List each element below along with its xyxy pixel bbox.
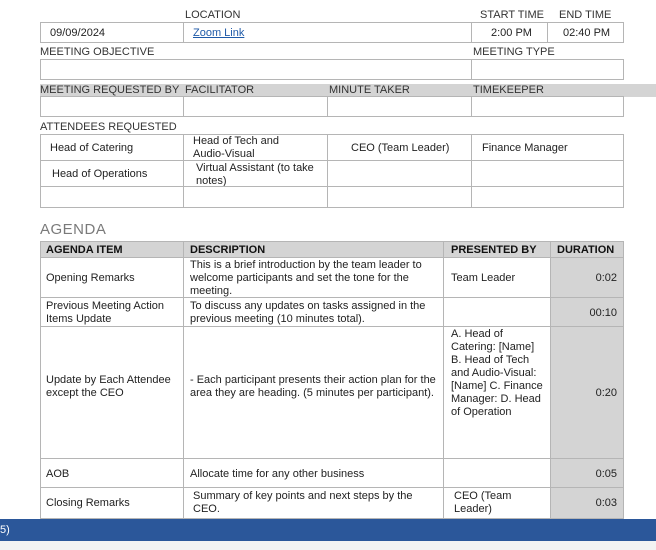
date-cell[interactable] [40,22,184,43]
agenda-item-text: Opening Remarks [46,272,135,284]
table-row-duration[interactable] [550,297,624,327]
attendee-cell[interactable] [40,186,184,208]
agenda-description-text: This is a brief introduction by the team leader to welcome participants and set the tone for the meeting. [190,259,422,297]
facilitator-label: FACILITATOR [185,84,255,96]
agenda-duration-text: 0:05 [595,468,617,480]
attendee-cell[interactable] [183,186,328,208]
table-row-item[interactable] [40,297,184,327]
agenda-item-text: AOB [46,468,70,480]
attendee-cell[interactable] [327,134,472,161]
agenda-duration-text: 0:20 [595,387,617,399]
agenda-description-text: Summary of key points and next steps by the CEO. [193,490,413,515]
requested-by-label: MEETING REQUESTED BY [40,84,180,96]
agenda-description-text: To discuss any updates on tasks assigned in the previous meeting (10 minutes total). [190,300,426,325]
table-row-description[interactable] [183,326,444,459]
date-value: 09/09/2024 [50,27,106,39]
start-time-cell[interactable] [471,22,548,43]
table-row-description[interactable] [183,257,444,298]
header-text: DESCRIPTION [190,244,266,256]
header-text: AGENDA ITEM [46,244,123,256]
agenda-duration-text: 00:10 [589,307,617,319]
agenda-title: AGENDA [40,221,107,238]
header-text: DURATION [557,244,615,256]
window-bottom-edge [0,541,656,550]
agenda-presenter-text: Team Leader [451,272,516,284]
table-row-item[interactable] [40,487,184,519]
attendee-cell[interactable] [40,134,184,161]
agenda-description-text: - Each participant presents their action plan for the area they are heading. (5 minutes per participant). [190,374,436,399]
table-row-presenter[interactable] [443,487,551,519]
meeting-type-label: MEETING TYPE [473,46,555,58]
agenda-header-duration [550,241,624,258]
header-text: PRESENTED BY [451,244,537,256]
attendee-cell[interactable] [40,160,184,187]
attendees-label: ATTENDEES REQUESTED [40,121,177,133]
meeting-objective-field[interactable] [40,59,472,80]
meeting-type-field[interactable] [471,59,624,80]
status-bar [0,519,656,541]
table-row-description[interactable] [183,487,444,519]
agenda-header-description [183,241,444,258]
end-time-label: END TIME [559,9,612,21]
attendee-cell[interactable] [327,160,472,187]
requested-by-field[interactable] [40,96,184,117]
attendee-cell[interactable] [327,186,472,208]
end-time-cell[interactable] [547,22,624,43]
meeting-objective-label: MEETING OBJECTIVE [40,46,155,58]
attendee-cell[interactable] [471,186,624,208]
agenda-item-text: Update by Each Attendee except the CEO [46,374,171,399]
minute-taker-field[interactable] [327,96,472,117]
table-row-item[interactable] [40,326,184,459]
location-label: LOCATION [185,9,241,21]
timekeeper-label: TIMEKEEPER [473,84,544,96]
agenda-duration-text: 0:03 [595,497,617,509]
attendee-text: CEO (Team Leader) [351,142,450,154]
end-time-value: 02:40 PM [563,27,611,39]
agenda-duration-text: 0:02 [595,272,617,284]
table-row-description[interactable] [183,297,444,327]
table-row-description[interactable] [183,458,444,488]
table-row-duration[interactable] [550,257,624,298]
table-row-duration[interactable] [550,487,624,519]
table-row-item[interactable] [40,257,184,298]
minute-taker-label: MINUTE TAKER [329,84,410,96]
attendee-text: Finance Manager [482,142,568,154]
attendee-text: Virtual Assistant (to take notes) [196,162,314,187]
zoom-link[interactable]: Zoom Link [193,27,245,39]
agenda-presenter-text: A. Head of Catering: [Name] B. Head of Tech and Audio-Visual: [Name] C. Finance Manager: D. Head of Operation [451,328,543,418]
location-cell[interactable] [183,22,472,43]
timekeeper-field[interactable] [471,96,624,117]
start-time-value: 2:00 PM [491,27,532,39]
table-row-duration[interactable] [550,458,624,488]
attendee-text: Head of Operations [52,168,148,180]
attendee-cell[interactable] [471,160,624,187]
table-row-presenter[interactable] [443,326,551,459]
table-row-presenter[interactable] [443,257,551,298]
status-bar-text: 5) [0,524,10,536]
attendee-cell[interactable] [183,134,328,161]
agenda-description-text: Allocate time for any other business [190,468,365,480]
agenda-header-item [40,241,184,258]
table-row-duration[interactable] [550,326,624,459]
attendee-cell[interactable] [183,160,328,187]
attendee-cell[interactable] [471,134,624,161]
facilitator-field[interactable] [183,96,328,117]
table-row-presenter[interactable] [443,297,551,327]
start-time-label: START TIME [480,9,544,21]
attendee-text: Head of Catering [50,142,134,154]
table-row-presenter[interactable] [443,458,551,488]
agenda-item-text: Closing Remarks [46,497,130,509]
agenda-header-presented-by [443,241,551,258]
table-row-item[interactable] [40,458,184,488]
attendee-text: Head of Tech and Audio-Visual [193,135,280,160]
agenda-presenter-text: CEO (Team Leader) [454,490,512,515]
agenda-item-text: Previous Meeting Action Items Update [46,300,165,325]
